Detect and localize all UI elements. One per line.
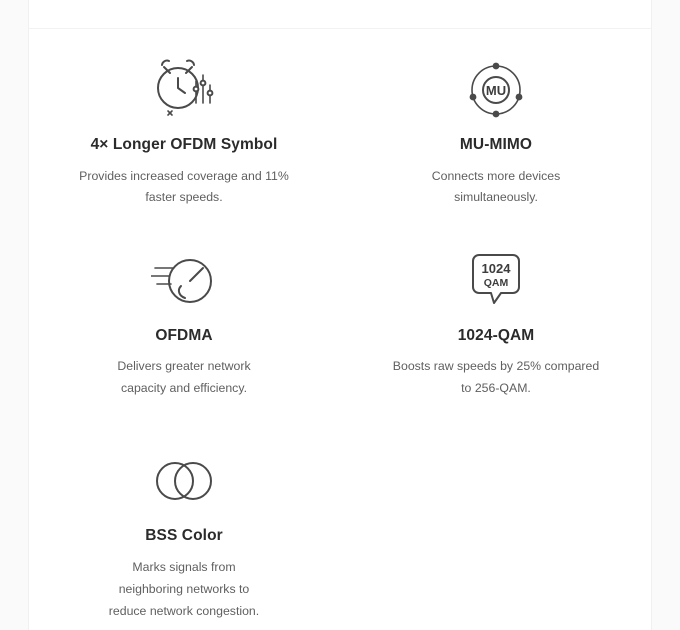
- speed-gauge-icon: [151, 249, 217, 313]
- feature-card-ofdm-symbol: [28, 34, 340, 231]
- left-panel-edge: [0, 0, 29, 630]
- features-grid: [28, 34, 652, 624]
- qam-speech-bubble-icon: [467, 249, 525, 313]
- feature-description: Connects more devices simultaneously.: [431, 168, 561, 205]
- feature-description: Boosts raw speeds by 25% compared to 256-QAM.: [392, 359, 600, 396]
- right-panel-edge: [651, 0, 680, 630]
- feature-title: MU-MIMO: [459, 136, 533, 153]
- mu-mimo-icon-label: MU: [485, 83, 507, 98]
- qam-icon-label-top: 1024: [481, 260, 511, 276]
- feature-description: Delivers greater network capacity and efficiency.: [117, 359, 251, 396]
- feature-card-ofdma: [28, 231, 340, 428]
- feature-description: Marks signals from neighboring networks to reduce network congestion.: [108, 559, 260, 618]
- mu-mimo-network-icon: [464, 58, 528, 122]
- feature-title: OFDMA: [155, 326, 213, 344]
- top-band: [0, 0, 680, 29]
- empty-cell: [340, 427, 652, 624]
- feature-title: BSS Color: [145, 527, 223, 545]
- feature-card-mu-mimo: [340, 34, 652, 231]
- clock-signal-icon: [151, 58, 217, 122]
- feature-description: Provides increased coverage and 11% faster speeds.: [79, 168, 289, 205]
- feature-title: 4× Longer OFDM Symbol: [90, 136, 278, 153]
- feature-card-bss-color: [28, 427, 340, 624]
- two-overlapping-circles-icon: [149, 449, 219, 513]
- feature-title: 1024-QAM: [457, 326, 535, 344]
- feature-card-1024-qam: [340, 231, 652, 428]
- qam-icon-label-bottom: QAM: [483, 276, 509, 289]
